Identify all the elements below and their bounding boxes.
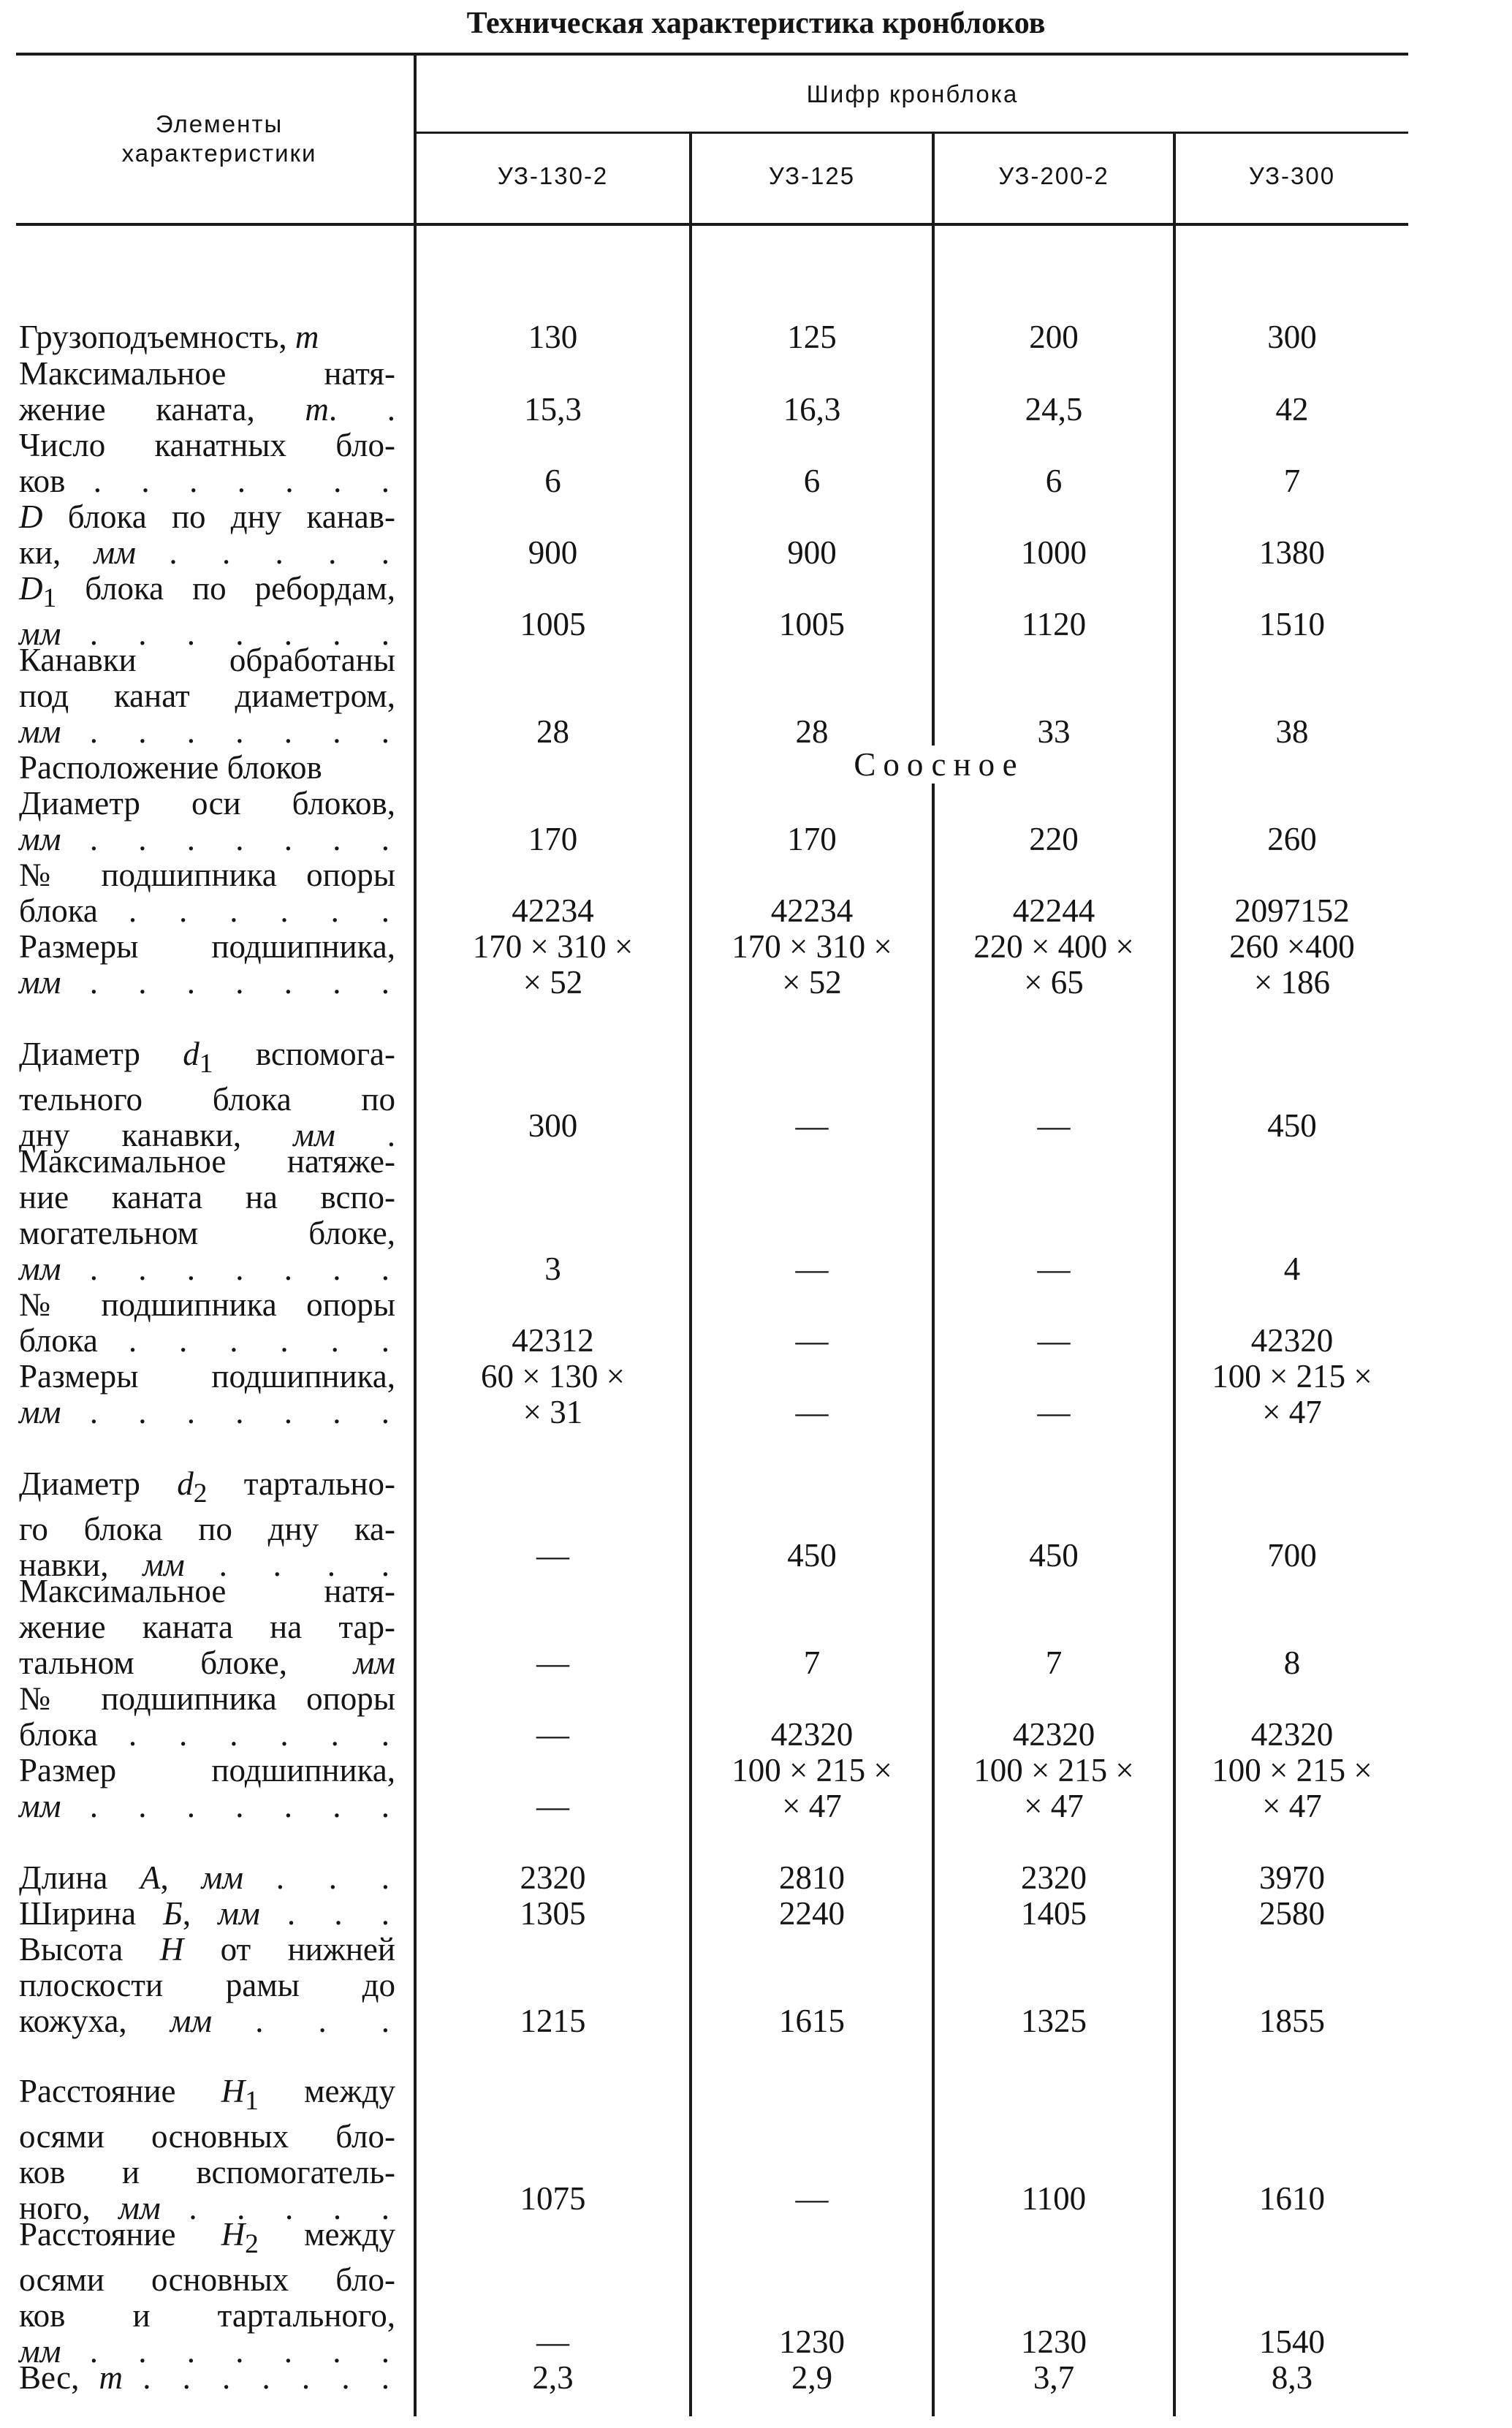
table-cell: —: [795, 1394, 829, 1430]
table-cell: 1380: [1259, 534, 1325, 571]
table-cell: 300: [1267, 319, 1317, 355]
table-cell: 2097152: [1234, 892, 1350, 929]
table-cell: 130: [528, 319, 578, 355]
table-cell: —: [1037, 1107, 1071, 1144]
table-cell: 2320: [520, 1859, 586, 1896]
table-cell: 1230: [1021, 2323, 1087, 2360]
merged-value-coaxial: Соосное: [767, 746, 1111, 784]
row-label: Расположение блоков: [19, 749, 322, 786]
col-header-uz-130-2: УЗ-130-2: [497, 162, 609, 189]
table-cell: —: [795, 1107, 829, 1144]
table-cell: 100 × 215 × × 47: [1212, 1358, 1372, 1430]
table-cell: 42312: [512, 1322, 594, 1359]
row-label: № подшипника опоры блока . . . . . .: [19, 1680, 396, 1753]
table-cell: 42320: [1250, 1322, 1334, 1359]
table-cell: 220 × 400 × × 65: [973, 928, 1134, 1001]
table-cell: —: [795, 2180, 829, 2217]
table-cell: 100 × 215 × × 47: [732, 1752, 892, 1824]
table-cell: 1610: [1259, 2180, 1325, 2217]
table-cell: —: [536, 1537, 569, 1574]
col-header-uz-200-2: УЗ-200-2: [998, 162, 1109, 189]
table-cell: 700: [1267, 1537, 1317, 1574]
table-cell: 60 × 130 × × 31: [480, 1358, 625, 1430]
top-rule: [16, 53, 1408, 56]
table-cell: 42234: [512, 892, 594, 929]
table-cell: 1215: [520, 2003, 586, 2039]
row-label: Канавки обработаны под канат диаметром, мм . . . . . . .: [19, 642, 396, 750]
row-label: Ширина Б, мм . . .: [19, 1895, 396, 1932]
table-cell: 1405: [1021, 1895, 1087, 1932]
table-cell: 450: [787, 1537, 837, 1574]
table-cell: 38: [1275, 713, 1309, 750]
table-cell: 200: [1029, 319, 1079, 355]
table-cell: 1120: [1021, 606, 1087, 642]
header-sub-rule: [417, 132, 1408, 134]
table-cell: 1325: [1021, 2003, 1087, 2039]
header-bottom-rule: [16, 223, 1408, 226]
table-cell: 3970: [1259, 1859, 1325, 1896]
row-label: Число канатных бло- ков . . . . . . .: [19, 427, 396, 499]
table-cell: 33: [1037, 713, 1071, 750]
table-cell: 170 × 310 × × 52: [472, 928, 634, 1001]
table-cell: 15,3: [524, 391, 582, 428]
table-cell: 450: [1029, 1537, 1079, 1574]
table-cell: 24,5: [1025, 391, 1083, 428]
row-label: Вес, т . . . . . . .: [19, 2359, 396, 2396]
table-cell: 900: [787, 534, 837, 571]
table-cell: 42320: [770, 1716, 854, 1753]
table-cell: 28: [795, 713, 829, 750]
table-cell: 2,3: [532, 2359, 574, 2396]
row-label: Диаметр оси блоков, мм . . . . . . .: [19, 785, 396, 857]
cipher-header: Шифр кронблока: [806, 80, 1019, 107]
table-cell: 900: [528, 534, 578, 571]
table-cell: 450: [1267, 1107, 1317, 1144]
row-label: $D_1$ блока по ребордам, мм . . . . . . .: [19, 570, 396, 652]
row-label: Размеры подшипника, мм . . . . . . .: [19, 1358, 396, 1430]
table-cell: 42320: [1012, 1716, 1095, 1753]
table-cell: 6: [803, 463, 821, 499]
table-cell: 170: [787, 821, 837, 857]
row-label: Максимальное натя- жение каната на тар- тальном блоке, мм: [19, 1573, 395, 1681]
table-cell: 7: [803, 1644, 821, 1681]
table-cell: 8,3: [1271, 2359, 1313, 2396]
table-cell: 3,7: [1033, 2359, 1075, 2396]
table-cell: 3: [544, 1251, 561, 1287]
table-cell: —: [795, 1322, 829, 1359]
row-label: Расстояние $H_2$ между осями основных бло- ков и тартального, мм . . . . . . .: [19, 2216, 396, 2370]
table-cell: 100 × 215 × × 47: [1212, 1752, 1372, 1824]
table-cell: 1000: [1021, 534, 1087, 571]
table-cell: 6: [544, 463, 561, 499]
table-cell: —: [536, 1716, 569, 1753]
row-label: Максимальное натя- жение каната, т. .: [19, 355, 396, 428]
table-cell: 2240: [779, 1895, 845, 1932]
table-cell: —: [1037, 1394, 1071, 1430]
table-cell: 42320: [1250, 1716, 1334, 1753]
table-cell: 260 ×400 × 186: [1229, 928, 1355, 1001]
table-cell: 28: [536, 713, 569, 750]
table-cell: 2580: [1259, 1895, 1325, 1932]
table-cell: 1615: [779, 2003, 845, 2039]
table-cell: 42234: [770, 892, 854, 929]
table-cell: 170: [528, 821, 578, 857]
row-label: Диаметр $d_1$ вспомога- тельного блока по дну канавки, мм .: [19, 1036, 395, 1153]
table-cell: 1540: [1259, 2323, 1325, 2360]
table-cell: —: [536, 2323, 569, 2360]
row-label: № подшипника опоры блока . . . . . .: [19, 1286, 396, 1359]
col-header-uz-300: УЗ-300: [1248, 162, 1336, 189]
table-cell: —: [1037, 1251, 1071, 1287]
table-cell: 7: [1283, 463, 1301, 499]
table-cell: —: [536, 1644, 569, 1681]
table-cell: 2,9: [791, 2359, 833, 2396]
row-label: Грузоподъемность, т: [19, 319, 319, 355]
row-label: D блока по дну канав- ки, мм . . . . .: [19, 498, 395, 571]
table-cell: 300: [528, 1107, 578, 1144]
table-cell: 16,3: [783, 391, 841, 428]
row-label: № подшипника опоры блока . . . . . .: [19, 857, 396, 929]
row-label: Высота H от нижней плоскости рамы до кожуха, мм . . .: [19, 1931, 395, 2039]
table-cell: 1005: [779, 606, 845, 642]
elements-header: Элементы характеристики: [121, 110, 317, 167]
table-cell: 125: [787, 319, 837, 355]
table-cell: 100 × 215 × × 47: [973, 1752, 1134, 1824]
table-cell: 42: [1275, 391, 1309, 428]
table-cell: 220: [1029, 821, 1079, 857]
table-cell: 2810: [779, 1859, 845, 1896]
table-cell: 2320: [1021, 1859, 1087, 1896]
table-cell: —: [795, 1251, 829, 1287]
table-cell: 170 × 310 × × 52: [732, 928, 892, 1001]
table-cell: 4: [1283, 1251, 1301, 1287]
page-title: Техническая характеристика кронблоков: [466, 7, 1046, 40]
table-cell: 1230: [779, 2323, 845, 2360]
table-cell: 1855: [1259, 2003, 1325, 2039]
table-cell: 1100: [1021, 2180, 1087, 2217]
table-cell: 42244: [1012, 892, 1095, 929]
row-label: Расстояние $H_1$ между осями основных бло- ков и вспомогатель- ного, мм . . . . .: [19, 2073, 396, 2226]
row-label: Размеры подшипника, мм . . . . . . .: [19, 928, 396, 1001]
row-label: Диаметр $d_2$ тартально- го блока по дну ка- навки, мм . . . .: [19, 1465, 395, 1583]
table-cell: 260: [1267, 821, 1317, 857]
col-header-uz-125: УЗ-125: [768, 162, 856, 189]
row-label: Длина А, мм . . .: [19, 1859, 396, 1896]
table-cell: 1510: [1259, 606, 1325, 642]
table-cell: 1005: [520, 606, 586, 642]
table-cell: 1305: [520, 1895, 586, 1932]
table-cell: 7: [1045, 1644, 1063, 1681]
table-cell: —: [1037, 1322, 1071, 1359]
table-cell: 6: [1045, 463, 1063, 499]
row-label: Размер подшипника, мм . . . . . . .: [19, 1752, 396, 1824]
row-label: Максимальное натяже- ние каната на вспо- могательном блоке, мм . . . . . . .: [19, 1143, 396, 1287]
table-cell: —: [536, 1788, 569, 1824]
table-cell: 8: [1283, 1644, 1301, 1681]
table-cell: 1075: [520, 2180, 586, 2217]
